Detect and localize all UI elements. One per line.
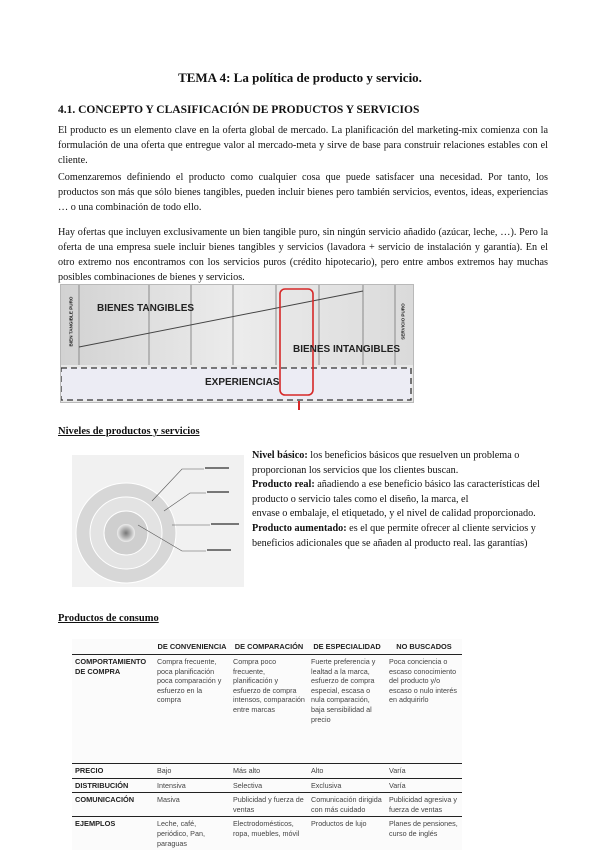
basic-level <box>252 449 548 478</box>
table-row <box>72 655 462 764</box>
table-cell: Varía <box>386 778 462 793</box>
table-header: NO BUSCADOS <box>396 642 452 651</box>
table-cell: Leche, café, periódico, Pan, paraguas <box>154 817 230 850</box>
table-cell: Bajo <box>154 764 230 779</box>
page-title: TEMA 4: La política de producto y servicio. <box>178 70 422 85</box>
table-cell: Comunicación dirigida con más cuidado <box>308 793 386 817</box>
basic-level-text: los beneficios básicos que resuelven un problema o proporcionan los servicios que los clientes buscan. <box>252 450 520 476</box>
table-cell: Publicidad y fuerza de ventas <box>230 793 308 817</box>
table-cell: Electrodomésticos, ropa, muebles, móvil <box>230 817 308 850</box>
product-levels-diagram <box>72 455 244 587</box>
table-cell: Intensiva <box>154 778 230 793</box>
augmented-product-text: es el que permite ofrecer al cliente servicios y beneficios adicionales que se añaden al producto real. las garantías) <box>252 522 536 549</box>
real-product-text: añadiendo a ese beneficio básico las características del producto o servicio tales como el diseño, la marca, el <box>252 479 540 505</box>
experiences-label: EXPERIENCIAS <box>205 377 280 388</box>
consumer-products-table <box>72 639 462 850</box>
table-cell: Compra poco frecuente, planificación y esfuerzo de compra intensos, comparación entre marcas <box>230 655 308 764</box>
intangibles-label: BIENES INTANGIBLES <box>293 344 401 355</box>
table-row <box>72 764 462 779</box>
highlight-pointer <box>298 401 300 410</box>
table-header: DE ESPECIALIDAD <box>313 642 381 651</box>
real-product-label: Producto real: <box>252 479 315 491</box>
levels-description <box>252 449 548 551</box>
row-label: PRECIO <box>72 764 154 779</box>
table-cell: Poca conciencia o escaso conocimiento del producto y/o escaso o nulo interés en adquirirlo <box>386 655 462 764</box>
row-label: COMUNICACIÓN <box>72 793 154 817</box>
real-product-continued: envase o embalaje, el etiquetado, y el nivel de calidad proporcionado. <box>252 508 536 520</box>
basic-level-label: Nivel básico: <box>252 450 308 461</box>
table-cell: Alto <box>308 764 386 779</box>
paragraph-1: El producto es un elemento clave en la oferta global de mercado. La planificación del marketing-mix comienza con la formulación de una oferta que entregue valor al mercado-meta y sirve de base para construir relaciones estables con el cliente. <box>58 125 548 166</box>
levels-heading: Niveles de productos y servicios <box>58 426 200 437</box>
right-vertical-label: SERVICIO PURO <box>400 303 406 340</box>
augmented-product-label: Producto aumentado: <box>252 522 347 534</box>
row-label: DISTRIBUCIÓN <box>72 778 154 793</box>
table-header <box>72 639 154 655</box>
table-header-row <box>72 639 462 655</box>
table-cell: Publicidad agresiva y fuerza de ventas <box>386 793 462 817</box>
augmented-product <box>252 522 548 551</box>
table-cell: Selectiva <box>230 778 308 793</box>
table-cell: Productos de lujo <box>308 817 386 850</box>
table-header: DE COMPARACIÓN <box>234 642 304 651</box>
goods-services-diagram <box>60 284 414 403</box>
table-cell: Exclusiva <box>308 778 386 793</box>
row-label: COMPORTAMIENTO DE COMPRA <box>72 655 154 764</box>
section-heading: 4.1. CONCEPTO Y CLASIFICACIÓN DE PRODUCTOS Y SERVICIOS <box>58 104 420 116</box>
table-cell: Compra frecuente, poca planificación poca comparación y esfuerzo en la compra <box>154 655 230 764</box>
table-row <box>72 778 462 793</box>
consumer-heading: Productos de consumo <box>58 613 159 624</box>
table-cell: Fuerte preferencia y lealtad a la marca, esfuerzo de compra especial, escasa o nula comparación, baja sensibilidad al precio <box>308 655 386 764</box>
table-header: DE CONVENIENCIA <box>157 642 227 651</box>
row-label: EJEMPLOS <box>72 817 154 850</box>
table-cell: Masiva <box>154 793 230 817</box>
table-row <box>72 793 462 817</box>
tangibles-label: BIENES TANGIBLES <box>97 303 195 314</box>
paragraph-2: Comenzaremos definiendo el producto como cualquier cosa que puede satisfacer una necesidad. Por tanto, los productos son más que sólo bienes tangibles, pueden incluir bienes pero también servicios, eventos, ideas, experiencias … o una combinación de todo ello. <box>58 172 548 213</box>
table-cell: Más alto <box>230 764 308 779</box>
table-cell: Planes de pensiones, curso de inglés <box>386 817 462 850</box>
table-cell: Varía <box>386 764 462 779</box>
left-vertical-label: BIEN TANGIBLE PURO <box>68 296 74 347</box>
paragraph-3: Hay ofertas que incluyen exclusivamente un bien tangible puro, sin ningún servicio añadido (azúcar, leche, …). Pero la oferta de una empresa suele incluir bienes tangibles y servicios (lavadora + servicio de instalación y garantía). En el otro extremo nos encontramos con los servicios puros (crédito hipotecario), pero entre ambos extremos hay muchas posibles combinaciones de bienes y servicios. <box>58 227 548 283</box>
real-product <box>252 478 548 507</box>
table-row <box>72 817 462 850</box>
